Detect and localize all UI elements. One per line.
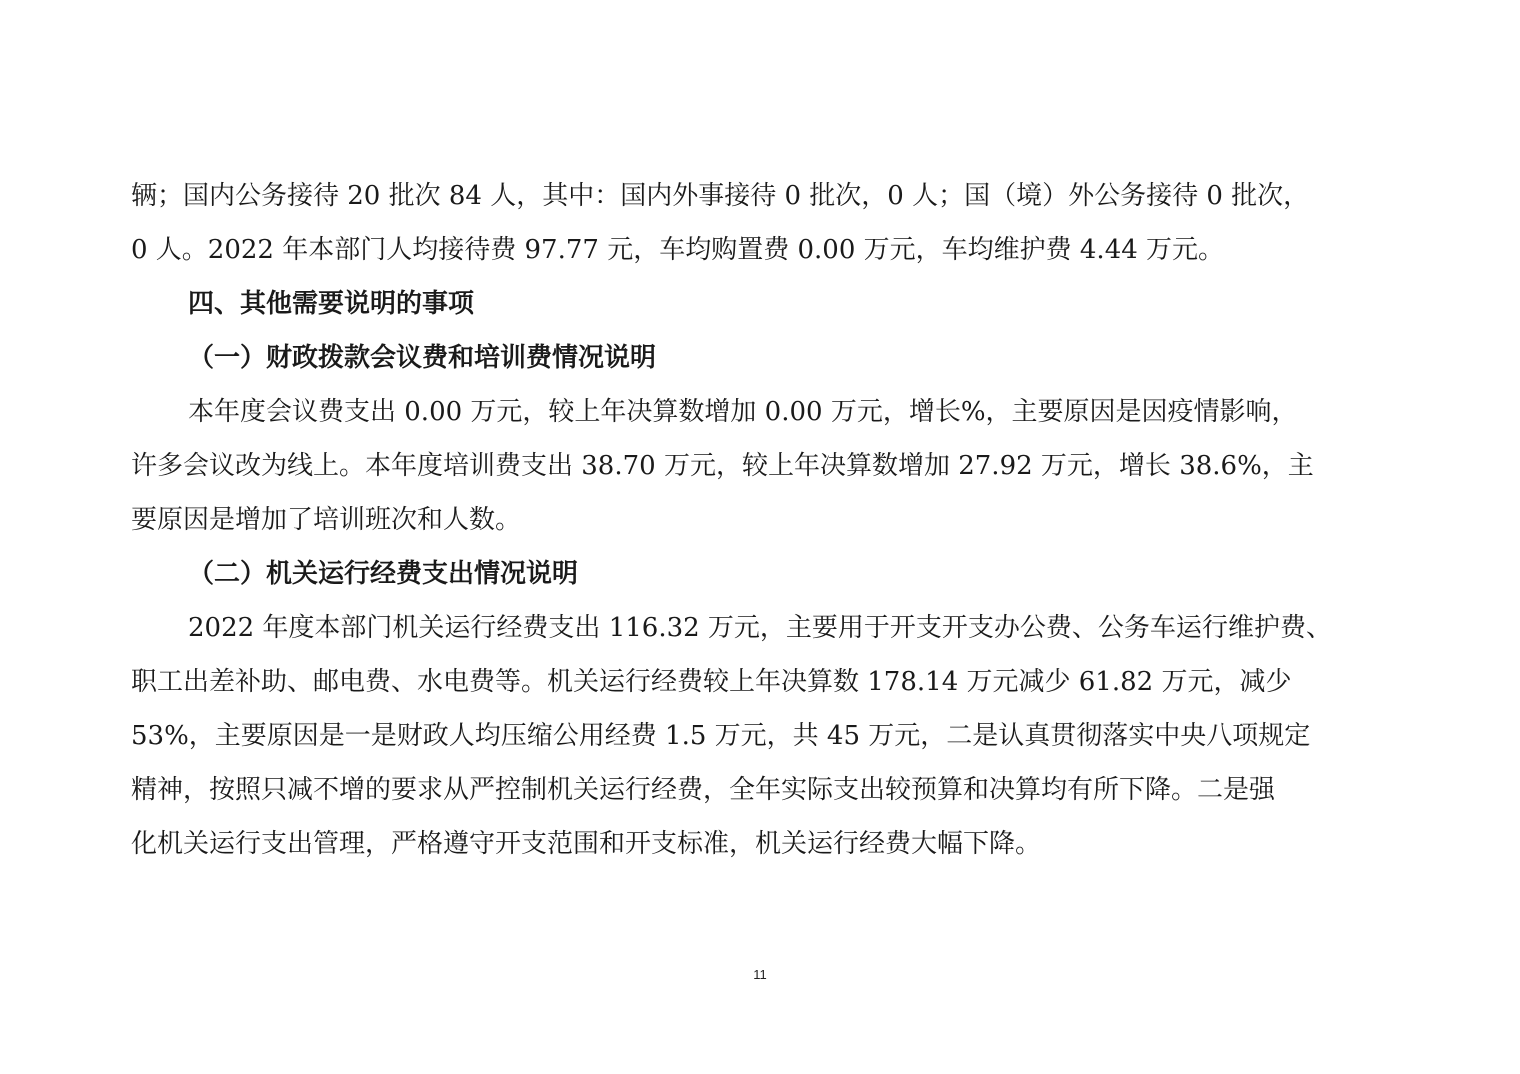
body-line: 职工出差补助、邮电费、水电费等。机关运行经费较上年决算数 178.14 万元减少 61.82 万元，减少 [131, 667, 1292, 697]
subsection-heading: （一）财政拨款会议费和培训费情况说明 [188, 343, 657, 373]
body-line: 0 人。2022 年本部门人均接待费 97.77 元，车均购置费 0.00 万元，车均维护费 4.44 万元。 [131, 235, 1225, 265]
body-line: 许多会议改为线上。本年度培训费支出 38.70 万元，较上年决算数增加 27.92 万元，增长 38.6%，主 [131, 451, 1314, 481]
body-line: 53%，主要原因是一是财政人均压缩公用经费 1.5 万元，共 45 万元，二是认真贯彻落实中央八项规定 [131, 721, 1311, 751]
body-line: 化机关运行支出管理，严格遵守开支范围和开支标准，机关运行经费大幅下降。 [131, 829, 1042, 859]
section-heading: 四、其他需要说明的事项 [188, 289, 475, 319]
body-line: 2022 年度本部门机关运行经费支出 116.32 万元，主要用于开支开支办公费、公务车运行维护费、 [188, 613, 1332, 643]
body-line: 本年度会议费支出 0.00 万元，较上年决算数增加 0.00 万元，增长%，主要原因是因疫情影响， [188, 397, 1298, 427]
body-line: 精神，按照只减不增的要求从严控制机关运行经费，全年实际支出较预算和决算均有所下降。二是强 [131, 775, 1276, 805]
subsection-heading: （二）机关运行经费支出情况说明 [188, 559, 579, 589]
page-number: 11 [753, 967, 767, 982]
body-line: 要原因是增加了培训班次和人数。 [131, 505, 522, 535]
body-line: 辆；国内公务接待 20 批次 84 人，其中：国内外事接待 0 批次，0 人；国（境）外公务接待 0 批次， [131, 181, 1310, 211]
